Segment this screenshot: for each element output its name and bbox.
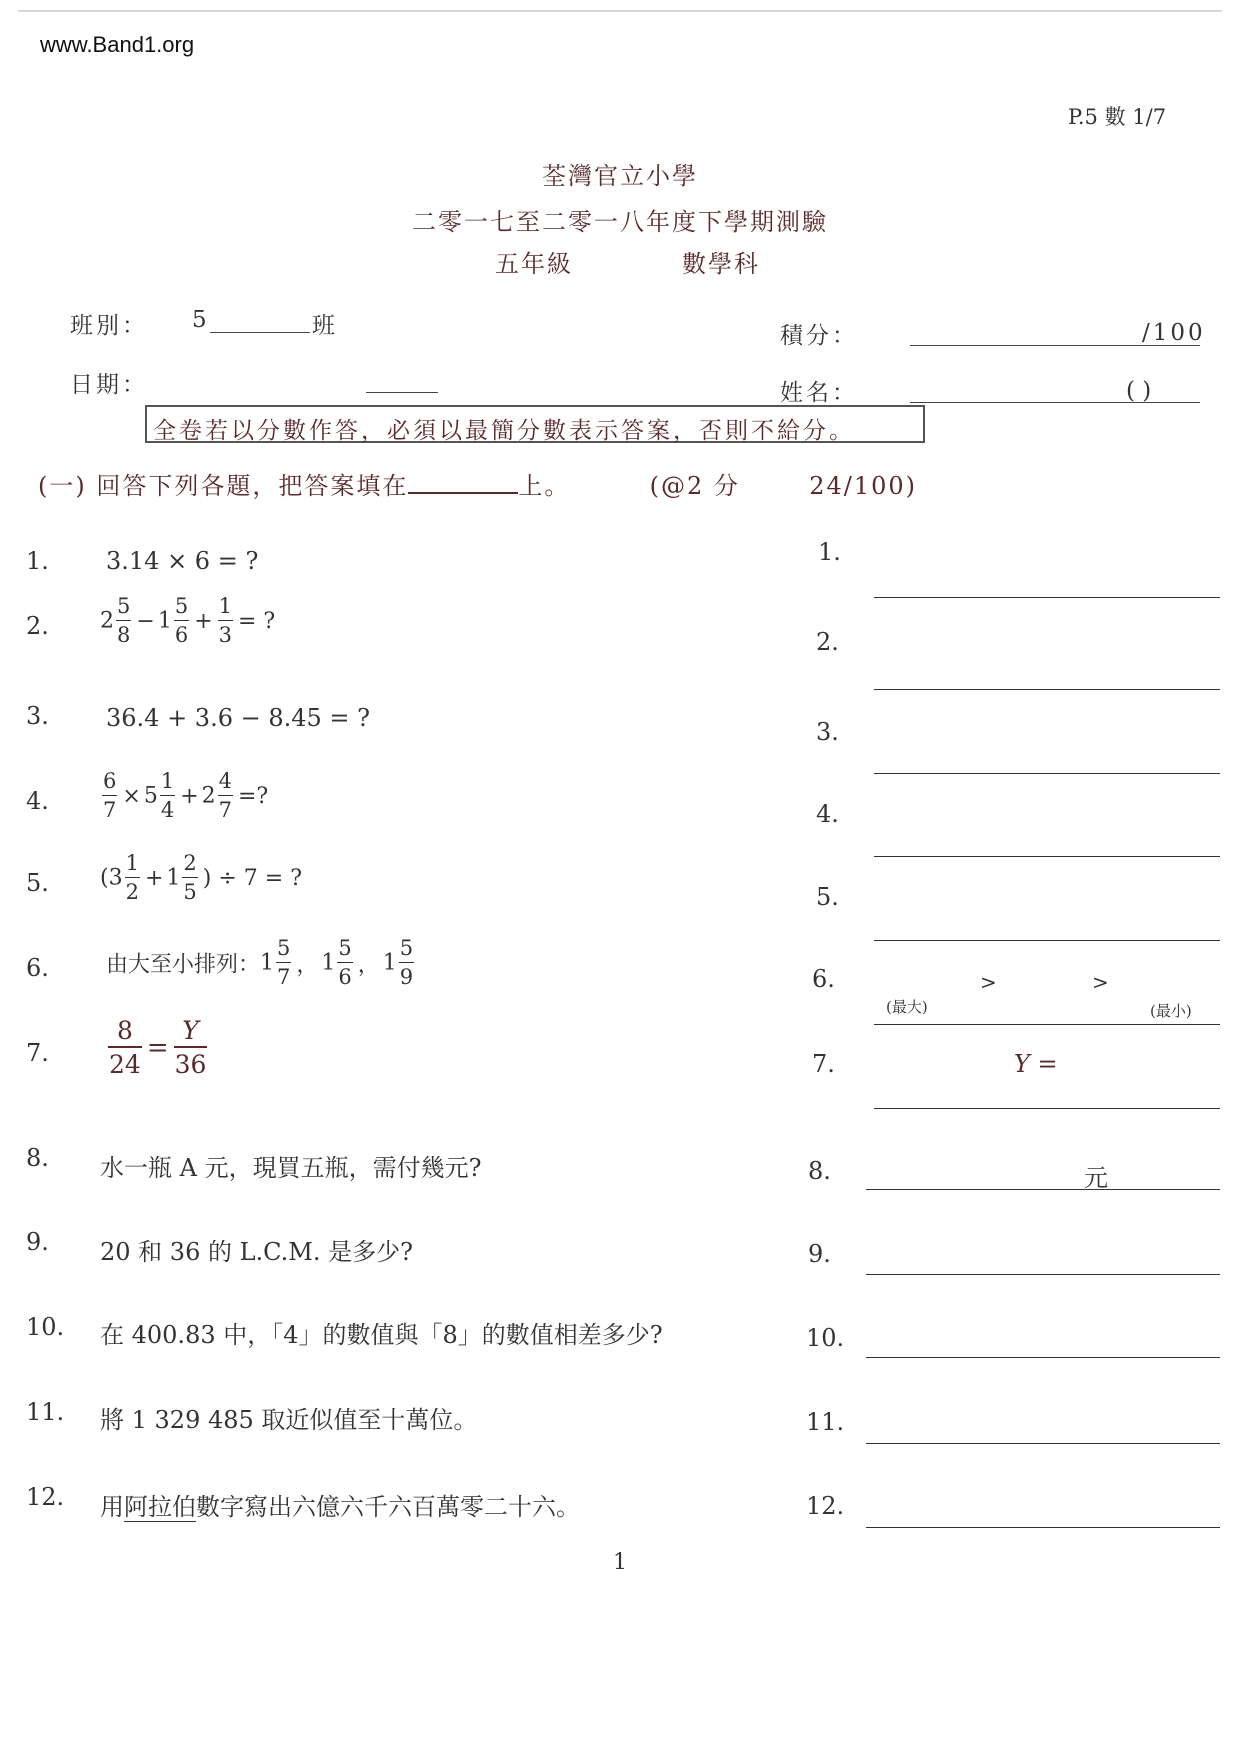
class-suffix: 班 [312, 313, 338, 339]
underlined-word: 阿拉伯 [124, 1493, 196, 1521]
fraction: $\frac{2}{5}$ [183, 851, 197, 904]
question-text: 3.14 × 6 = ? [106, 547, 259, 575]
question-number: 12. [26, 1483, 65, 1511]
fraction: $\frac{Y}{36}$ [174, 1016, 207, 1079]
name-blank[interactable] [910, 402, 1200, 403]
question-text: 水一瓶 A 元，現買五瓶，需付幾元? [100, 1154, 482, 1182]
answer-line[interactable] [874, 773, 1220, 774]
answer-line[interactable] [866, 1357, 1220, 1358]
largest-label: (最大) [886, 998, 928, 1016]
y-equals-label: Y = [1014, 1050, 1058, 1078]
section-marks: (@2 分 [649, 472, 740, 500]
page-number: 1 [613, 1550, 627, 1575]
answer-number: 7. [812, 1050, 835, 1078]
class-number-paren: ( ) [1126, 378, 1152, 404]
section-score: 24/100) [809, 472, 917, 500]
fraction: $\frac{5}{9}$ [399, 936, 414, 989]
score-total: /100 [1142, 320, 1206, 346]
question-number: 3. [26, 702, 49, 730]
greater-than-sign: > [980, 970, 997, 994]
name-label: 姓名： [780, 380, 858, 406]
answer-number: 2. [816, 628, 839, 656]
answer-line[interactable] [874, 856, 1220, 857]
question-number: 2. [26, 612, 49, 640]
date-label: 日期： [70, 372, 148, 398]
page-code: P.5 數 1/7 [1068, 105, 1167, 129]
fraction: $\frac{1}{4}$ [160, 769, 175, 822]
question-text: 20 和 36 的 L.C.M. 是多少? [100, 1238, 413, 1266]
date-blank[interactable] [366, 392, 438, 393]
answer-number: 5. [816, 883, 839, 911]
answer-line[interactable] [874, 1024, 1220, 1025]
answer-line[interactable] [874, 689, 1220, 690]
fraction: $\frac{6}{7}$ [103, 769, 117, 822]
grade-label: 五年級 [495, 250, 573, 278]
section-blank-sample [408, 472, 518, 494]
site-watermark: www.Band1.org [40, 32, 195, 57]
class-value: 5 [192, 307, 210, 333]
question-number: 11. [26, 1398, 65, 1426]
answer-number: 4. [816, 800, 839, 828]
score-label: 積分： [780, 323, 858, 349]
answer-line[interactable] [874, 597, 1220, 598]
greater-than-sign: > [1092, 970, 1109, 994]
question-text: 36.4 + 3.6 − 8.45 = ? [106, 704, 371, 732]
fraction: $\frac{4}{7}$ [218, 769, 232, 822]
instruction-box: 全卷若以分數作答，必須以最簡分數表示答案，否則不給分。 [145, 405, 925, 443]
section-title: (一) 回答下列各題，把答案填在 [38, 472, 409, 500]
question-number: 9. [26, 1228, 49, 1256]
question-expression: $\frac{8}{24}$ = $\frac{Y}{36}$ [109, 1016, 207, 1079]
fraction: $\frac{8}{24}$ [109, 1016, 141, 1079]
question-expression: 2 $\frac{5}{8}$ − 1 $\frac{5}{6}$ + $\frac{1}{3}$ = ? [100, 594, 276, 647]
exam-title: 二零一七至二零一八年度下學期測驗 [412, 208, 828, 236]
question-number: 6. [26, 954, 49, 982]
whole-number: 2 [100, 608, 114, 634]
question-text: 用阿拉伯數字寫出六億六千六百萬零二十六。 [100, 1493, 580, 1521]
answer-line[interactable] [866, 1189, 1220, 1190]
fraction: $\frac{1}{3}$ [218, 594, 232, 647]
school-name: 荃灣官立小學 [542, 162, 698, 190]
question-text: 在 400.83 中，「4」的數值與「8」的數值相差多少? [100, 1321, 663, 1349]
answer-line[interactable] [874, 940, 1220, 941]
answer-number: 3. [816, 718, 839, 746]
question-number: 1. [26, 547, 49, 575]
class-label: 班別： [70, 313, 148, 339]
answer-number: 12. [806, 1492, 845, 1520]
fraction: $\frac{1}{2}$ [125, 851, 139, 904]
question-number: 7. [26, 1039, 49, 1067]
section-heading [38, 466, 917, 501]
answer-number: 10. [806, 1324, 845, 1352]
question-expression: (3 $\frac{1}{2}$ + 1 $\frac{2}{5}$ ) ÷ 7 = ? [100, 851, 302, 904]
question-number: 5. [26, 869, 49, 897]
fraction: $\frac{5}{6}$ [338, 936, 352, 989]
answer-number: 1. [818, 538, 841, 566]
answer-number: 6. [812, 965, 835, 993]
answer-line[interactable] [866, 1274, 1220, 1275]
answer-number: 11. [806, 1408, 845, 1436]
question-text: 將 1 329 485 取近似值至十萬位。 [100, 1406, 478, 1434]
question-expression: 由大至小排列：1 $\frac{5}{7}$ ， 1 $\frac{5}{6}$ ， 1 $\frac{5}{9}$ [106, 936, 414, 989]
question-expression: $\frac{6}{7}$ × 5 $\frac{1}{4}$ + 2 $\frac{4}{7}$ =? [103, 769, 269, 822]
question-number: 8. [26, 1144, 49, 1172]
answer-line[interactable] [866, 1443, 1220, 1444]
question-number: 4. [26, 787, 49, 815]
fraction: $\frac{5}{6}$ [174, 594, 189, 647]
class-blank[interactable] [210, 332, 310, 333]
section-title-end: 上。 [518, 472, 571, 500]
answer-line[interactable] [866, 1527, 1220, 1528]
answer-line[interactable] [874, 1108, 1220, 1109]
question-number: 10. [26, 1313, 65, 1341]
top-border [18, 10, 1222, 12]
answer-number: 9. [808, 1240, 831, 1268]
smallest-label: (最小) [1150, 1002, 1192, 1020]
fraction: $\frac{5}{8}$ [117, 594, 131, 647]
currency-unit: 元 [1084, 1164, 1108, 1192]
fraction: $\frac{5}{7}$ [277, 936, 291, 989]
answer-number: 8. [808, 1157, 831, 1185]
subject-label: 數學科 [682, 250, 760, 278]
